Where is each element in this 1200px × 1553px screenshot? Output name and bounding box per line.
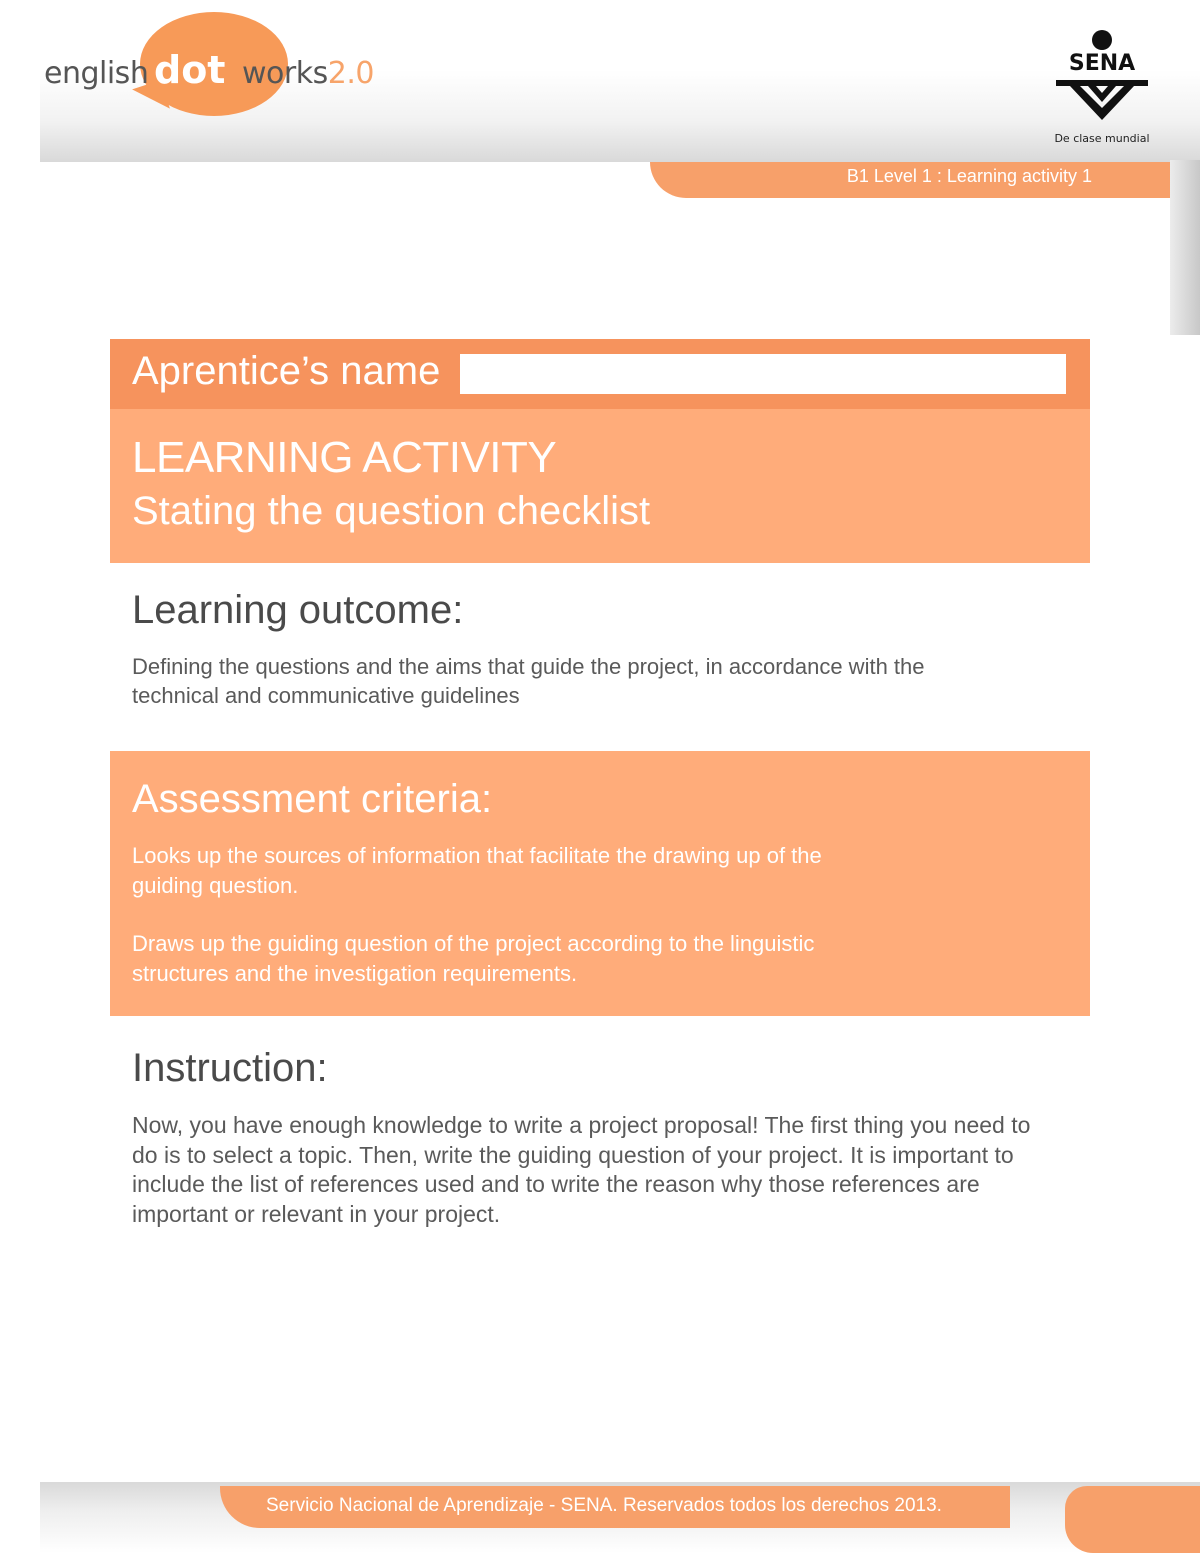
instruction-text: Now, you have enough knowledge to write a project proposal! The first thing you need to do is to select a topic. Then, write the guiding question of your project. It is important to include the list of references used and to write the reason why those references are important or relevant in your project.: [132, 1112, 1031, 1227]
assessment-criteria-heading: Assessment criteria:: [132, 777, 493, 821]
activity-header-box: [110, 409, 1090, 563]
sena-logo: [1050, 28, 1154, 152]
apprentice-name-field[interactable]: [460, 354, 1066, 394]
learning-outcome-heading: Learning outcome:: [132, 588, 464, 632]
sena-tagline: De clase mundial: [1054, 132, 1150, 145]
assessment-criterion: Looks up the sources of information that facilitate the drawing up of the guiding question.: [132, 843, 822, 898]
apprentice-name-label: Aprentice’s name: [132, 349, 441, 393]
sena-emblem-icon: [1050, 28, 1154, 132]
footer-tab: [220, 1486, 1010, 1528]
logo-version: 2.0: [327, 56, 374, 91]
level-label: B1 Level 1 : Learning activity 1: [846, 166, 1092, 186]
logo-works-text: [242, 56, 374, 91]
logo-works-word: works: [242, 56, 328, 91]
assessment-criterion: Draws up the guiding question of the project according to the linguistic structures and the investigation requirements.: [132, 931, 815, 986]
right-edge-shadow: [1170, 160, 1200, 335]
footer-copyright: Servicio Nacional de Aprendizaje - SENA. Reservados todos los derechos 2013.: [266, 1495, 942, 1516]
learning-outcome-text: Defining the questions and the aims that guide the project, in accordance with the technical and communicative guidelines: [132, 654, 925, 708]
level-tab: [650, 162, 1170, 198]
activity-subtitle: Stating the question checklist: [132, 489, 651, 533]
apprentice-name-bar: [110, 339, 1090, 409]
footer-corner-tab: [1065, 1486, 1200, 1553]
logo-english-text: english: [44, 56, 149, 91]
activity-title: LEARNING ACTIVITY: [132, 433, 557, 482]
instruction-heading: Instruction:: [132, 1046, 328, 1090]
assessment-criteria-box: [110, 751, 1090, 1016]
english-dot-works-logo: [44, 12, 384, 122]
logo-dot-text: dot: [154, 48, 226, 92]
sena-wordmark: SENA: [1068, 51, 1136, 76]
